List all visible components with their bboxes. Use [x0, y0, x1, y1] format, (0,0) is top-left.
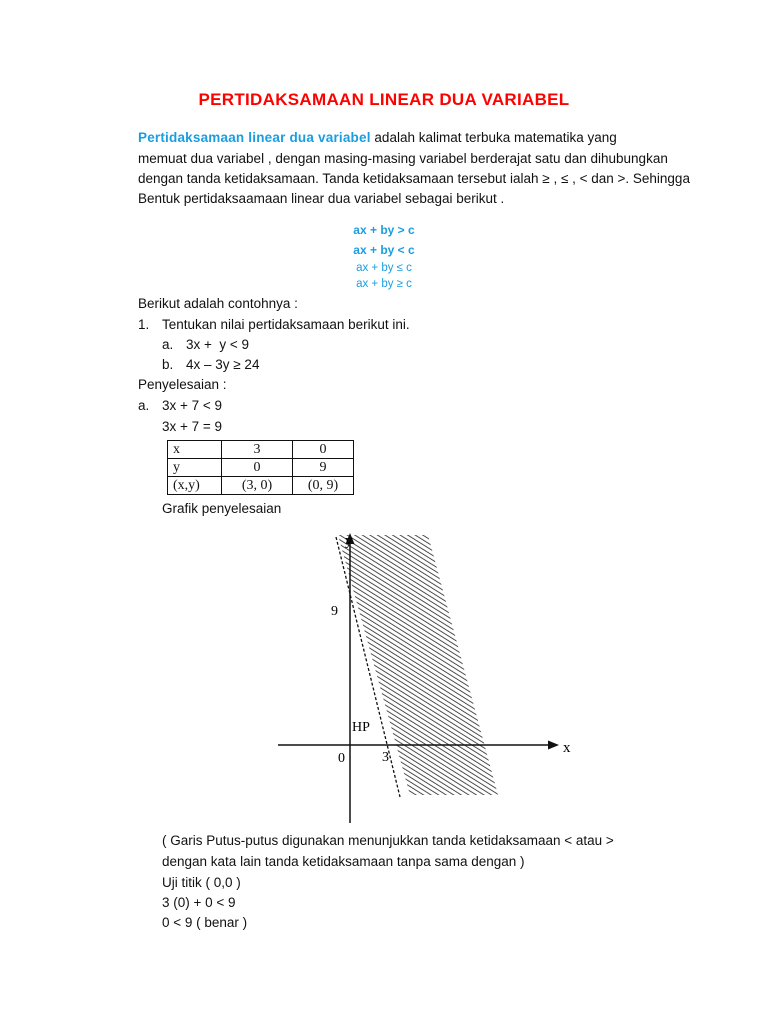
note-line2: dengan kata lain tanda ketidaksamaan tanpa sama dengan ) [162, 854, 525, 869]
table-row [168, 441, 354, 459]
x-axis-arrow-icon [548, 741, 559, 750]
table-cell: x [168, 441, 222, 459]
intro-line2: memuat dua variabel , dengan masing-masing variabel berderajat satu dan dihubungkan [138, 151, 668, 166]
item-b-expr: 4x – 3y ≥ 24 [186, 357, 260, 372]
table-cell: 0 [293, 441, 354, 459]
region-label: HP [352, 720, 370, 735]
graph-caption: Grafik penyelesaian [162, 501, 282, 516]
table-cell: 0 [222, 459, 293, 477]
intro-line4: Bentuk pertidaksaamaan linear dua variabel sebagai berikut . [138, 191, 505, 206]
intro-term: Pertidaksamaan linear dua variabel [138, 130, 371, 145]
intro-line1: adalah kalimat terbuka matematika yang [370, 130, 617, 145]
solution-step1: 3x + 7 < 9 [162, 398, 223, 413]
form-greater-equal: ax + by ≥ c [356, 278, 412, 290]
x-axis-label: x [563, 740, 571, 756]
hatched-region [338, 535, 498, 795]
solution-step2: 3x + 7 = 9 [162, 419, 223, 434]
intro-line3: dengan tanda ketidaksamaan. Tanda ketidaksamaan tersebut ialah ≥ , ≤ , < dan >. Sehingga [138, 171, 690, 186]
origin-label: 0 [338, 751, 345, 766]
problem-number: 1. [138, 317, 150, 332]
test-step1: 3 (0) + 0 < 9 [162, 895, 236, 910]
y-axis-label: y [345, 533, 353, 549]
x-intercept-label: 3 [382, 750, 389, 765]
y-intercept-label: 9 [331, 604, 338, 619]
form-less-equal: ax + by ≤ c [356, 262, 412, 274]
page-title: PERTIDAKSAMAAN LINEAR DUA VARIABEL [198, 90, 570, 109]
solution-label: a. [138, 398, 150, 413]
item-a-label: a. [162, 337, 174, 352]
table-cell: 9 [293, 459, 354, 477]
test-step2: 0 < 9 ( benar ) [162, 915, 248, 930]
form-greater: ax + by > c [353, 223, 415, 237]
intro-paragraph [138, 128, 658, 149]
item-a-expr: 3x + y < 9 [186, 337, 250, 352]
example-heading: Berikut adalah contohnya : [138, 296, 298, 311]
problem-text: Tentukan nilai pertidaksamaan berikut ini. [162, 317, 410, 332]
table-cell: (0, 9) [293, 477, 354, 495]
value-table [167, 440, 354, 495]
table-cell: (3, 0) [222, 477, 293, 495]
table-cell: 3 [222, 441, 293, 459]
solution-graph [270, 525, 580, 830]
test-heading: Uji titik ( 0,0 ) [162, 875, 241, 890]
table-row [168, 459, 354, 477]
note-line1: ( Garis Putus-putus digunakan menunjukkan tanda ketidaksamaan < atau > [162, 833, 614, 848]
form-less: ax + by < c [353, 243, 415, 257]
table-cell: (x,y) [168, 477, 222, 495]
item-b-label: b. [162, 357, 174, 372]
table-row [168, 477, 354, 495]
solution-heading: Penyelesaian : [138, 377, 227, 392]
table-cell: y [168, 459, 222, 477]
